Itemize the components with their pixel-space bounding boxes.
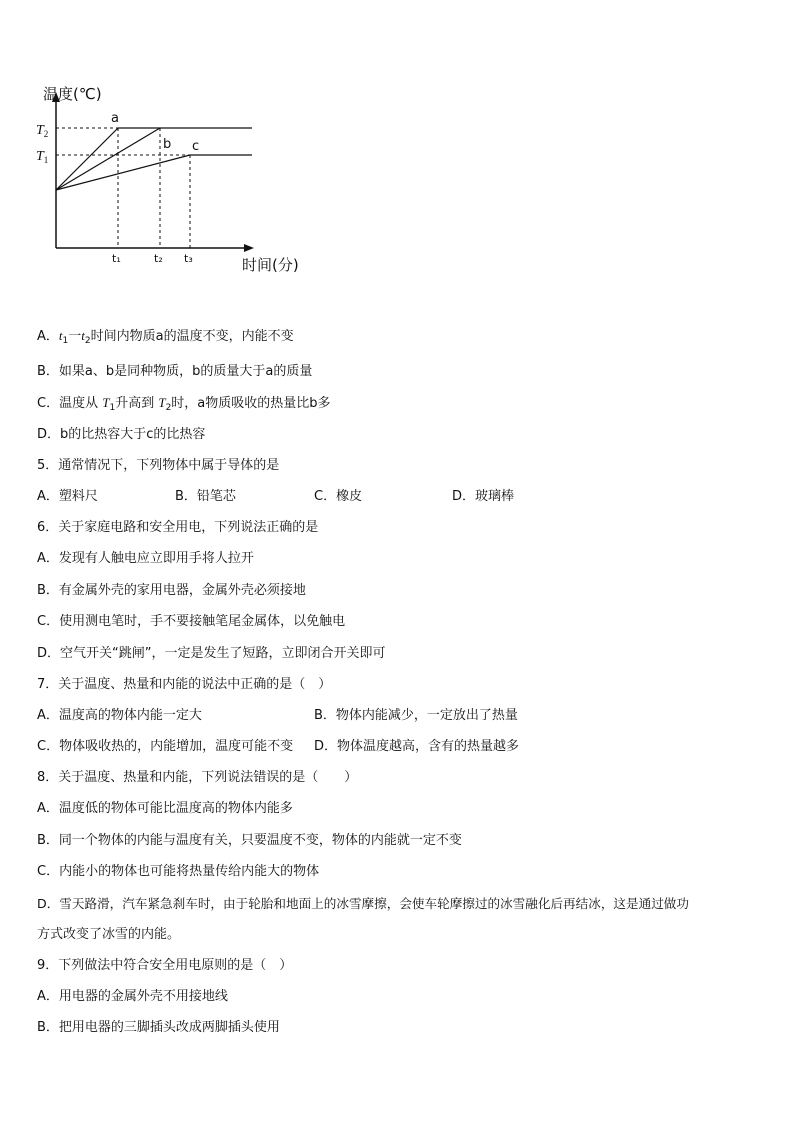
q4-option-c [37, 394, 331, 417]
curve-label-a: a [111, 111, 119, 126]
y-tick-t1: $T_1$ [36, 149, 49, 165]
q9-option-a: A．用电器的金属外壳不用接地线 [37, 989, 228, 1004]
q8-option-b: B．同一个物体的内能与温度有关，只要温度不变，物体的内能就一定不变 [37, 833, 462, 848]
q4-a-text: 时间内物质a的温度不变，内能不变 [90, 329, 294, 344]
curve-c-rise [56, 155, 190, 190]
q4-option-b: B．如果a、b是同种物质，b的质量大于a的质量 [37, 364, 313, 379]
x-tick-t2: t₂ [154, 252, 163, 265]
q4-a-sub2: 2 [84, 336, 91, 346]
q4-c-prefix: C．温度从 [37, 396, 103, 411]
x-tick-t1: t₁ [112, 252, 121, 265]
q5-option-d: D．玻璃棒 [452, 489, 515, 504]
q6-stem: 6．关于家庭电路和安全用电，下列说法正确的是 [37, 520, 319, 535]
q4-a-sub1: 1 [62, 336, 69, 346]
q6-option-d: D．空气开关“跳闸”，一定是发生了短路，立即闭合开关即可 [37, 646, 386, 661]
q8-option-d-line2: 方式改变了冰雪的内能。 [37, 927, 181, 942]
x-axis-arrow [244, 244, 254, 252]
q4-c-mid: 升高到 [115, 396, 159, 411]
q7-option-b: B．物体内能减少，一定放出了热量 [314, 708, 518, 723]
curve-label-c: c [192, 139, 200, 154]
x-tick-t3: t₃ [184, 252, 193, 265]
q4-c-var2: T [158, 395, 166, 410]
q4-a-mid: 一 [68, 329, 82, 344]
q4-c-text: 时，a物质吸收的热量比b多 [171, 396, 331, 411]
q7-option-a: A．温度高的物体内能一定大 [37, 708, 202, 723]
curve-label-b: b [163, 137, 172, 152]
q9-option-b: B．把用电器的三脚插头改成两脚插头使用 [37, 1020, 280, 1035]
q6-option-c: C．使用测电笔时，手不要接触笔尾金属体，以免触电 [37, 614, 346, 629]
y-axis-label: 温度(℃) [43, 85, 102, 103]
q7-option-c: C．物体吸收热的，内能增加，温度可能不变 [37, 739, 294, 754]
x-axis-label: 时间(分) [242, 256, 299, 274]
q5-option-b: B．铅笔芯 [175, 489, 236, 504]
q8-option-c: C．内能小的物体也可能将热量传给内能大的物体 [37, 864, 320, 879]
q4-c-var1: T [102, 395, 110, 410]
q4-option-d: D．b的比热容大于c的比热容 [37, 427, 206, 442]
q4-c-sub1: 1 [109, 403, 116, 413]
q4-a-var2: t [81, 328, 85, 343]
q7-option-d: D．物体温度越高，含有的热量越多 [314, 739, 520, 754]
y-tick-t2: $T_2$ [36, 123, 49, 139]
q9-stem: 9．下列做法中符合安全用电原则的是（ ） [37, 958, 293, 973]
q8-option-d-line1: D．雪天路滑，汽车紧急刹车时，由于轮胎和地面上的冰雪摩擦，会使车轮摩擦过的冰雪融化后再结冰，这是通过做功 [37, 896, 689, 911]
q4-option-a [37, 327, 294, 350]
q4-a-prefix: A． [37, 329, 59, 344]
q4-a-var1: t [58, 328, 63, 343]
q4-c-sub2: 2 [165, 403, 172, 413]
q8-stem: 8．关于温度、热量和内能，下列说法错误的是（ ） [37, 770, 358, 785]
q6-option-b: B．有金属外壳的家用电器，金属外壳必须接地 [37, 583, 306, 598]
q6-option-a: A．发现有人触电应立即用手将人拉开 [37, 551, 254, 566]
q7-stem: 7．关于温度、热量和内能的说法中正确的是（ ） [37, 677, 332, 692]
q5-option-a: A．塑料尺 [37, 489, 98, 504]
temperature-time-graph [30, 80, 320, 280]
q5-stem: 5．通常情况下，下列物体中属于导体的是 [37, 458, 280, 473]
q8-option-a: A．温度低的物体可能比温度高的物体内能多 [37, 801, 293, 816]
q5-option-c: C．橡皮 [314, 489, 363, 504]
